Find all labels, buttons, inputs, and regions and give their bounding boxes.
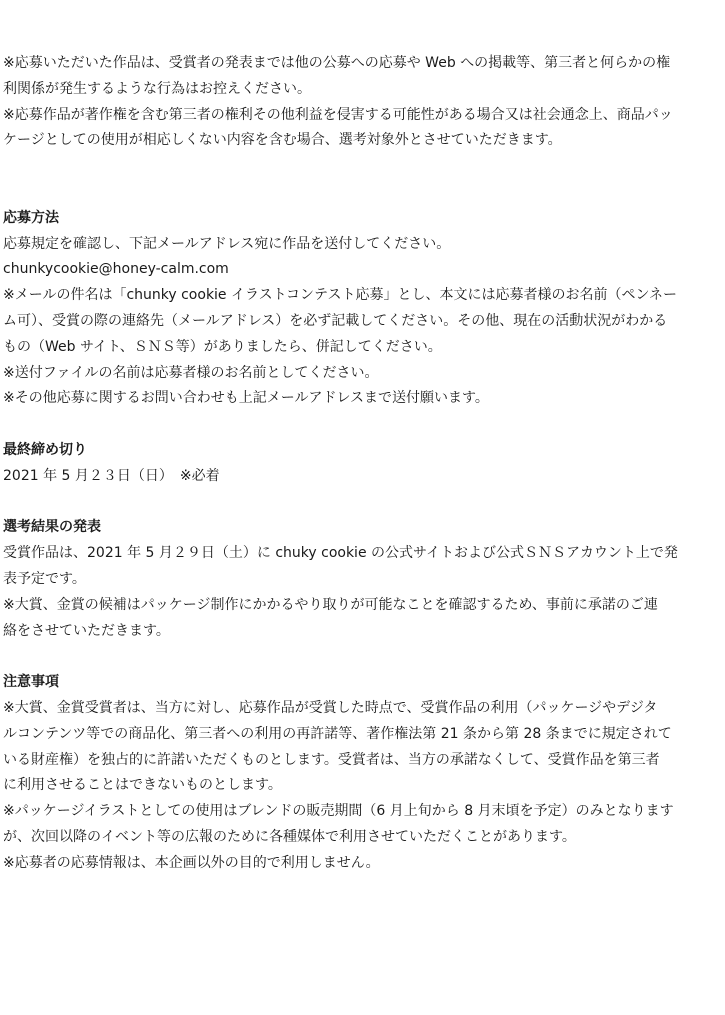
cautions-section xyxy=(3,670,715,876)
how-to-apply-line: ※送付ファイルの名前は応募者様のお名前としてください。 xyxy=(3,364,379,381)
cautions-line: ルコンテンツ等での商品化、第三者への利用の再許諾等、著作権法第 21 条から第 28 条までに規定されて xyxy=(3,725,672,742)
notes-section xyxy=(3,51,715,154)
cautions-heading: 注意事項 xyxy=(3,674,59,691)
section-spacer xyxy=(3,490,715,516)
how-to-apply-line: ム可）、受賞の際の連絡先（メールアドレス）を必ず記載してください。その他、現在の活動状況がわかる xyxy=(3,312,668,329)
cautions-line: いる財産権）を独占的に許諾いただくものとします。受賞者は、当方の承諾なくして、受賞作品を第三者 xyxy=(3,751,660,768)
notes-line: ケージとしての使用が相応しくない内容を含む場合、選考対象外とさせていただきます。 xyxy=(3,132,562,149)
results-heading: 選考結果の発表 xyxy=(3,519,101,536)
document-body xyxy=(3,51,715,877)
notes-line: ※応募いただいた作品は、受賞者の発表までは他の公募への応募や Web への掲載等、第三者と何らかの権 xyxy=(3,55,671,71)
cautions-line: ※応募者の応募情報は、本企画以外の目的で利用しません。 xyxy=(3,854,380,871)
deadline-heading: 最終締め切り xyxy=(3,441,87,458)
cautions-line: ※パッケージイラストとしての使用はブレンドの販売期間（6 月上旬から 8 月末頃を予定）のみとなります xyxy=(3,803,674,820)
cautions-line: ※大賞、金賞受賞者は、当方に対し、応募作品が受賞した時点で、受賞作品の利用（パッケージやデジタ xyxy=(3,699,658,716)
results-line: 絡をさせていただきます。 xyxy=(3,622,170,639)
how-to-apply-line: もの（Web サイト、ＳＮＳ等）がありましたら、併記してください。 xyxy=(3,338,442,355)
section-spacer xyxy=(3,644,715,670)
results-line: 表予定です。 xyxy=(3,570,86,587)
deadline-section xyxy=(3,438,715,490)
results-section xyxy=(3,515,715,644)
section-spacer xyxy=(3,180,715,206)
results-line: 受賞作品は、2021 年 5 月２９日（土）に chuky cookie の公式サイトおよび公式ＳＮＳアカウント上で発 xyxy=(3,545,678,562)
contact-email: chunkycookie@honey-calm.com xyxy=(3,261,229,278)
how-to-apply-line: 応募規定を確認し、下記メールアドレス宛に作品を送付してください。 xyxy=(3,235,451,252)
deadline-date: 2021 年 5 月２３日（日） ※必着 xyxy=(3,467,220,484)
notes-line: ※応募作品が著作権を含む第三者の権利その他利益を侵害する可能性がある場合又は社会通念上、商品パッ xyxy=(3,106,673,123)
section-spacer xyxy=(3,412,715,438)
notes-line: 利関係が発生するような行為はお控えください。 xyxy=(3,80,311,97)
results-line: ※大賞、金賞の候補はパッケージ制作にかかるやり取りが可能なことを確認するため、事前に承諾のご連 xyxy=(3,596,658,613)
how-to-apply-section xyxy=(3,206,715,412)
how-to-apply-line: ※メールの件名は「chunky cookie イラストコンテスト応募」とし、本文には応募者様のお名前（ペンネー xyxy=(3,287,678,304)
how-to-apply-line: ※その他応募に関するお問い合わせも上記メールアドレスまで送付願います。 xyxy=(3,390,489,407)
how-to-apply-heading: 応募方法 xyxy=(3,209,59,226)
cautions-line: に利用させることはできないものとします。 xyxy=(3,777,282,794)
cautions-line: が、次回以降のイベント等の広報のために各種媒体で利用させていただくことがあります。 xyxy=(3,828,576,845)
section-spacer xyxy=(3,154,715,180)
